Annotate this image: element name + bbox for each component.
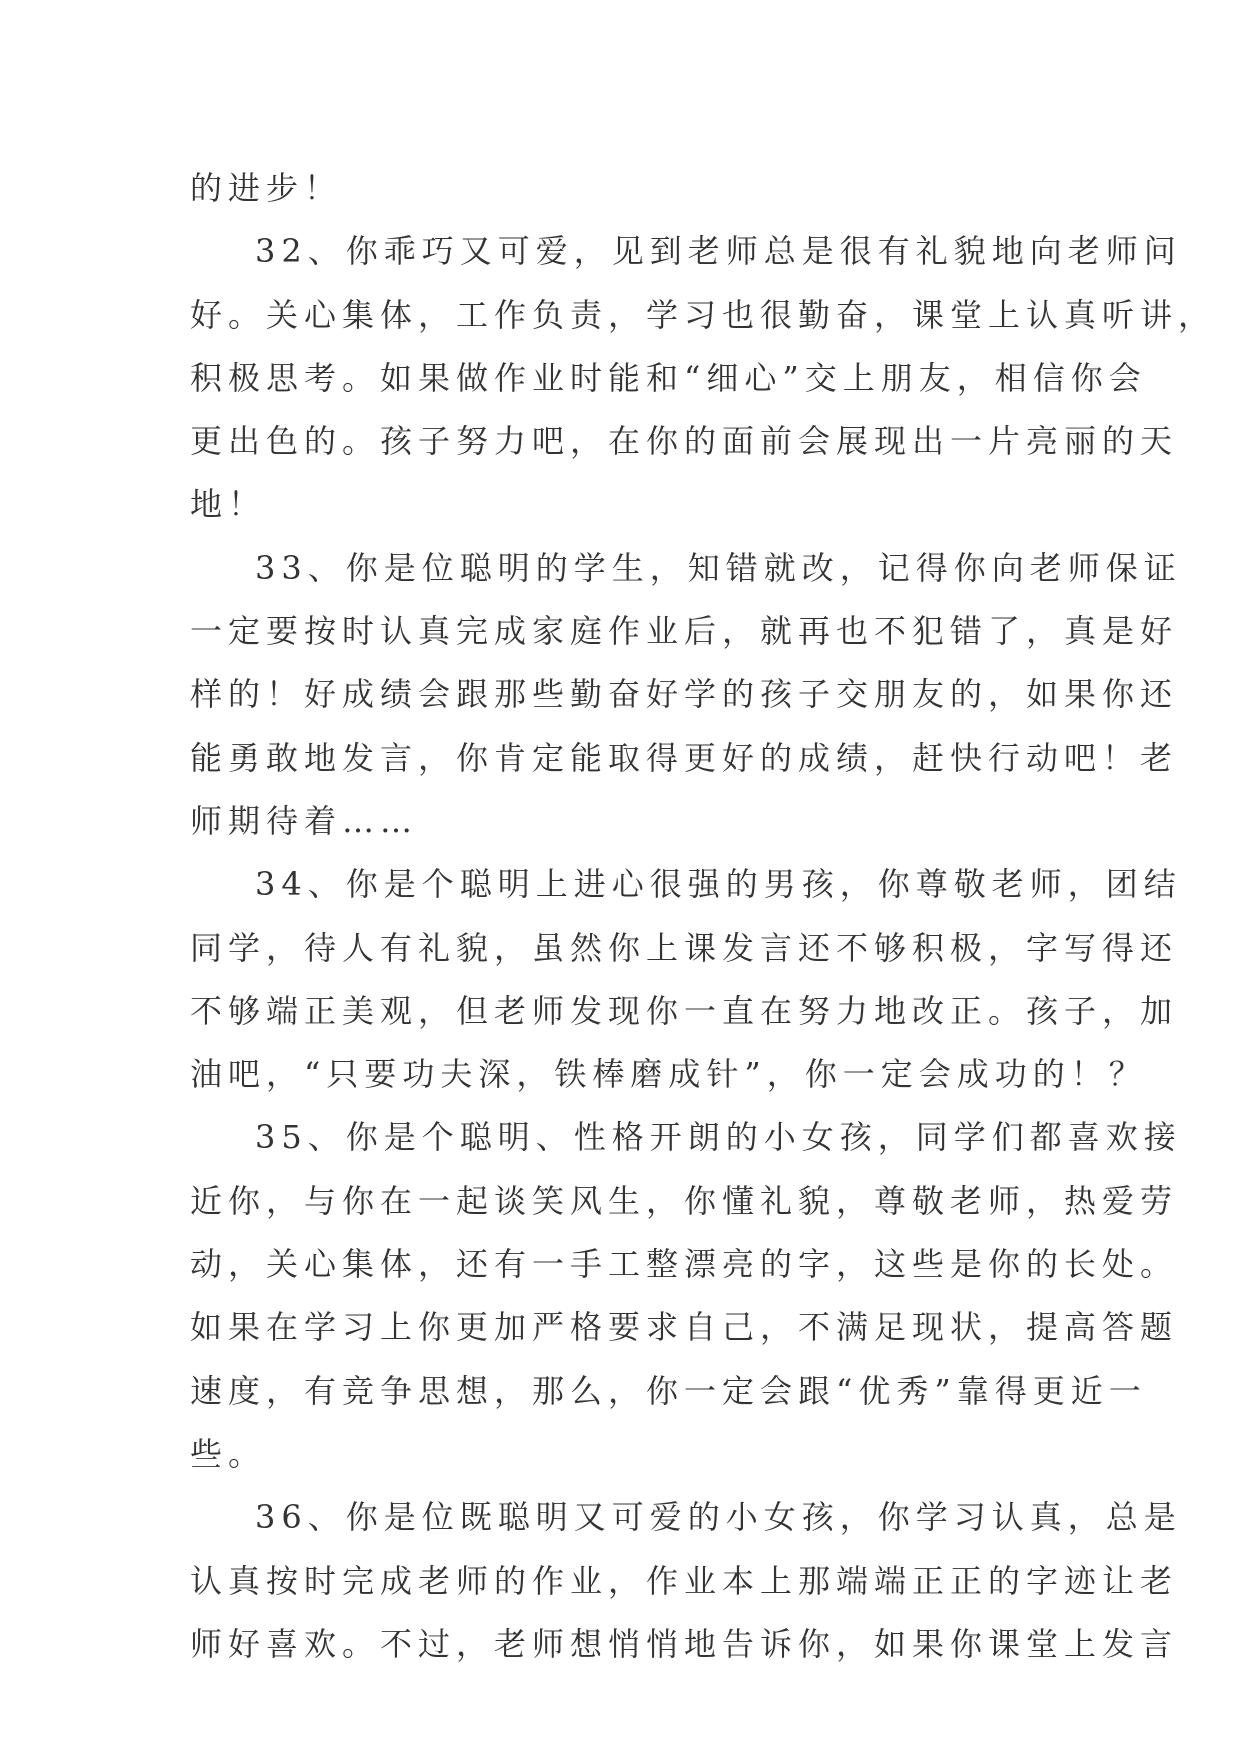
text-line: 积极思考。如果做作业时能和“细心”交上朋友，相信你会 bbox=[190, 358, 1147, 397]
paragraph-36-start: 36、你是位既聪明又可爱的小女孩，你学习认真，总是 bbox=[255, 1498, 1182, 1537]
document-body bbox=[190, 157, 1217, 1676]
text-line: 的进步！ bbox=[190, 169, 343, 207]
text-line: 地！ bbox=[190, 485, 267, 524]
text-line: 不够端正美观，但老师发现你一直在努力地改正。孩子，加 bbox=[190, 991, 1179, 1030]
paragraph-35-start: 35、你是个聪明、性格开朗的小女孩，同学们都喜欢接 bbox=[255, 1118, 1182, 1157]
text-line: 更出色的。孩子努力吧，在你的面前会展现出一片亮丽的天 bbox=[190, 422, 1179, 461]
text-line: 近你，与你在一起谈笑风生，你懂礼貌，尊敬老师，热爱劳 bbox=[190, 1181, 1179, 1220]
paragraph-34-start: 34、你是个聪明上进心很强的男孩，你尊敬老师，团结 bbox=[255, 865, 1182, 904]
text-line: 能勇敢地发言，你肯定能取得更好的成绩，赶快行动吧！老 bbox=[190, 738, 1179, 777]
text-line: 一定要按时认真完成家庭作业后，就再也不犯错了，真是好 bbox=[190, 612, 1179, 651]
text-line: 如果在学习上你更加严格要求自己，不满足现状，提高答题 bbox=[190, 1308, 1179, 1347]
text-line: 油吧，“只要功夫深，铁棒磨成针”，你一定会成功的！？ bbox=[190, 1055, 1147, 1094]
text-line: 些。 bbox=[190, 1434, 267, 1473]
text-line: 同学，待人有礼貌，虽然你上课发言还不够积极，字写得还 bbox=[190, 928, 1179, 967]
text-line: 动，关心集体，还有一手工整漂亮的字，这些是你的长处。 bbox=[190, 1245, 1179, 1284]
text-line: 速度，有竞争思想，那么，你一定会跟“优秀”靠得更近一 bbox=[190, 1371, 1147, 1410]
text-line: 好。关心集体，工作负责，学习也很勤奋，课堂上认真听讲， bbox=[190, 295, 1217, 334]
text-line: 认真按时完成老师的作业，作业本上那端端正正的字迹让老 bbox=[190, 1561, 1179, 1600]
text-line: 师期待着…… bbox=[190, 801, 419, 840]
paragraph-33-start: 33、你是位聪明的学生，知错就改，记得你向老师保证 bbox=[255, 548, 1182, 587]
text-line: 师好喜欢。不过，老师想悄悄地告诉你，如果你课堂上发言 bbox=[190, 1624, 1179, 1663]
text-line: 样的！好成绩会跟那些勤奋好学的孩子交朋友的，如果你还 bbox=[190, 675, 1179, 714]
paragraph-32-start: 32、你乖巧又可爱，见到老师总是很有礼貌地向老师问 bbox=[255, 232, 1182, 271]
